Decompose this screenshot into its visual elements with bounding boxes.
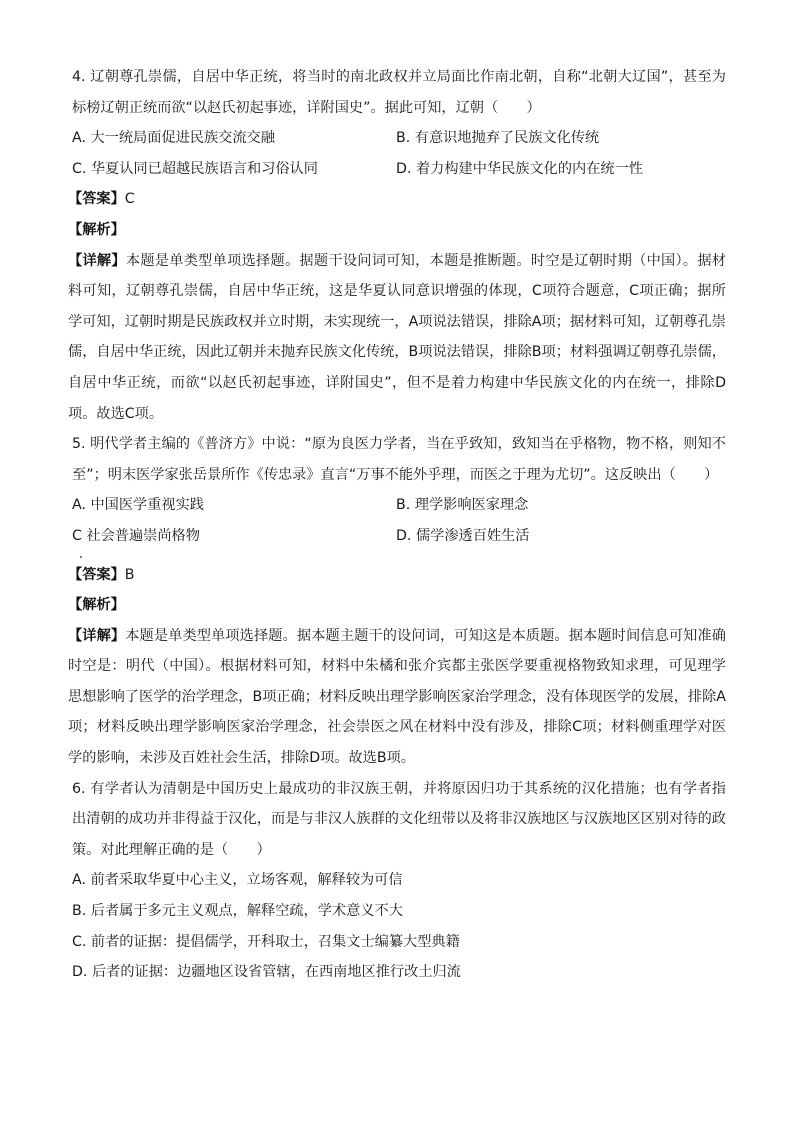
question-5-stem: 5. 明代学者主编的《普济方》中说：“原为良医力学者，当在乎致知，致知当在乎格物，物不格，则知不至”；明末医学家张岳景所作《传忠录》直言“万事不能外乎理，而医之于理为尤切”。这反映出（ ）	[72, 436, 726, 483]
question-6-option-d: D. 后者的证据：边疆地区设省管辖，在西南地区推行改土归流	[72, 964, 461, 981]
question-5	[68, 429, 726, 774]
stray-dot-mark	[80, 556, 82, 558]
question-6-option-a: A. 前者采取华夏中心主义，立场客观，解释较为可信	[72, 872, 403, 889]
question-5-option-d: D. 儒学渗透百姓生活	[396, 527, 530, 544]
detail-tag: 【详解】	[68, 252, 126, 269]
question-4-answer: C	[124, 191, 135, 208]
question-4-analysis-line	[68, 215, 726, 246]
question-6	[72, 774, 726, 988]
detail-tag: 【详解】	[68, 627, 126, 644]
question-5-option-a: A. 中国医学重视实践	[72, 497, 204, 514]
question-5-option-b: B. 理学影响医家理念	[396, 497, 529, 514]
question-6-stem: 6. 有学者认为清朝是中国历史上最成功的非汉族王朝，并将原因归功于其系统的汉化措施；也有学者指出清朝的成功并非得益于汉化，而是与非汉人族群的文化纽带以及将非汉族地区与汉族地区区别对待的政策。对此理解正确的是（ ）	[72, 780, 726, 858]
question-4-option-b: B. 有意识地抛弃了民族文化传统	[396, 130, 600, 147]
question-4	[68, 62, 726, 429]
question-4-detail-text: 本题是单类型单项选择题。据题干设问词可知，本题是推断题。时空是辽朝时期（中国）。据材料可知，辽朝尊孔崇儒，自居中华正统，这是华夏认同意识增强的体现，C项符合题意，C项正确；据所学可知，辽朝时期是民族政权并立时期，未实现统一，A项说法错误，排除A项；据材料可知，辽朝尊孔崇儒，自居中华正统，因此辽朝并未抛弃民族文化传统，B项说法错误，排除B项；材料强调辽朝尊孔崇儒，自居中华正统，而欲“以赵氏初起事迹，详附国史”，但不是着力构建中华民族文化的内在统一，排除D项。故选C项。	[68, 252, 726, 422]
question-4-option-c: C. 华夏认同已超越民族语言和习俗认同	[72, 160, 318, 177]
question-4-stem: 4. 辽朝尊孔崇儒，自居中华正统，将当时的南北政权并立局面比作南北朝，自称“北朝大辽国”，甚至为标榜辽朝正统而欲“以赵氏初起事迹，详附国史”。据此可知，辽朝（ ）	[72, 69, 726, 116]
question-6-options	[72, 865, 726, 987]
answer-tag: 【答案】	[68, 566, 125, 583]
question-4-option-d: D. 着力构建中华民族文化的内在统一性	[396, 160, 643, 177]
question-5-answer-line	[68, 560, 726, 591]
question-4-options	[72, 123, 726, 184]
analysis-tag: 【解析】	[68, 221, 125, 238]
question-4-option-a: A. 大一统局面促进民族交流交融	[72, 130, 275, 147]
question-4-detail	[68, 246, 726, 430]
question-5-answer: B	[124, 566, 135, 583]
question-5-detail-text: 本题是单类型单项选择题。据本题主题干的设问词，可知这是本质题。据本题时间信息可知准确时空是：明代（中国）。根据材料可知，材料中朱橘和张介宾都主张医学要重视格物致知求理，可见理学思想影响了医学的治学理念，B项正确；材料反映出理学影响医家治学理念，没有体现医学的发展，排除A项；材料反映出理学影响医家治学理念，社会崇医之风在材料中没有涉及，排除C项；材料侧重理学对医学的影响，未涉及百姓社会生活，排除D项。故选B项。	[68, 627, 726, 767]
question-5-detail	[68, 621, 726, 774]
question-6-option-b: B. 后者属于多元主义观点，解释空疏，学术意义不大	[72, 903, 403, 920]
spacer	[72, 552, 726, 560]
question-5-option-c: C 社会普遍崇尚格物	[72, 527, 200, 544]
question-5-options	[72, 490, 726, 551]
analysis-tag: 【解析】	[68, 597, 125, 614]
question-4-answer-line	[68, 184, 726, 215]
question-6-option-c: C. 前者的证据：提倡儒学，开科取士，召集文士编纂大型典籍	[72, 933, 460, 950]
question-5-analysis-line	[68, 590, 726, 621]
answer-tag: 【答案】	[68, 191, 125, 208]
